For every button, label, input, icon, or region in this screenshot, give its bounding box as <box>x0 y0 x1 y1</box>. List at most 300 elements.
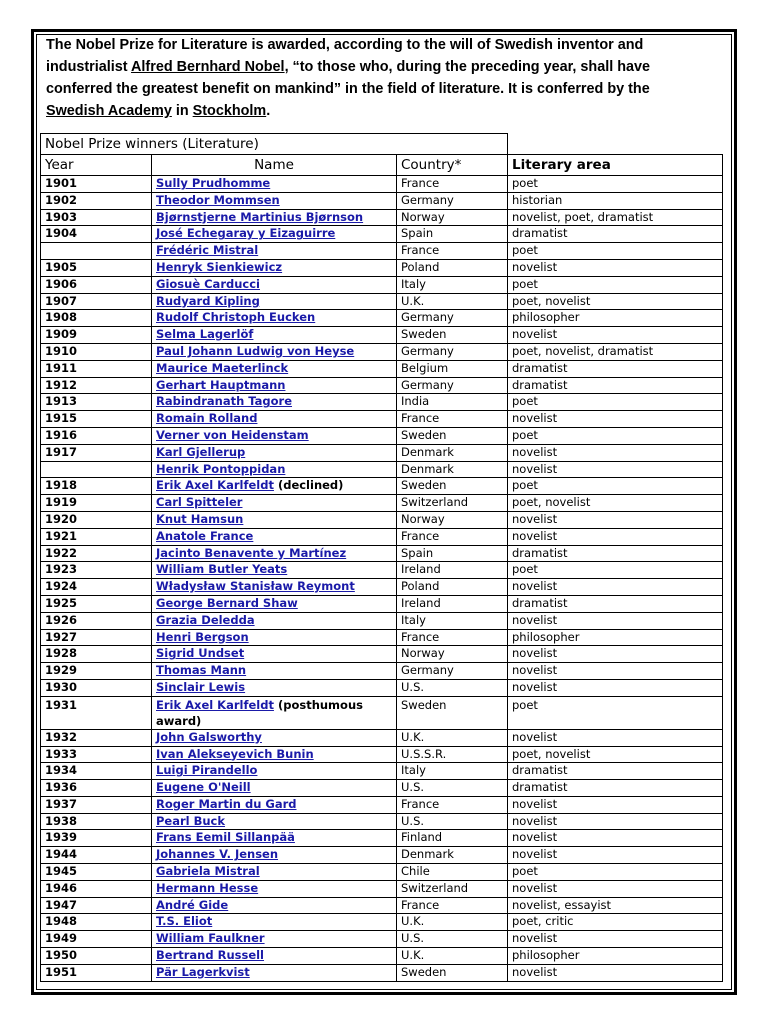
cell-year: 1909 <box>41 327 152 344</box>
cell-year: 1936 <box>41 780 152 797</box>
laureate-link[interactable]: Thomas Mann <box>156 663 247 678</box>
cell-year: 1929 <box>41 663 152 680</box>
cell-name <box>152 461 397 478</box>
cell-literary-area: philosopher <box>508 948 723 965</box>
laureate-link[interactable]: Rudolf Christoph Eucken <box>156 310 316 325</box>
cell-name <box>152 226 397 243</box>
table-row <box>41 646 723 663</box>
table-row <box>41 880 723 897</box>
cell-year: 1921 <box>41 528 152 545</box>
laureate-link[interactable]: Henrik Pontoppidan <box>156 461 286 476</box>
cell-name <box>152 360 397 377</box>
cell-year: 1908 <box>41 310 152 327</box>
table-row <box>41 528 723 545</box>
cell-country: Italy <box>397 276 508 293</box>
header-name: Name <box>152 155 397 176</box>
table-row <box>41 327 723 344</box>
cell-year: 1924 <box>41 579 152 596</box>
cell-country: Germany <box>397 663 508 680</box>
laureate-link[interactable]: Henryk Sienkiewicz <box>156 259 283 274</box>
cell-literary-area: dramatist <box>508 226 723 243</box>
cell-literary-area: novelist <box>508 729 723 746</box>
cell-name <box>152 696 397 729</box>
cell-name <box>152 243 397 260</box>
cell-year: 1920 <box>41 511 152 528</box>
cell-name <box>152 746 397 763</box>
cell-literary-area: historian <box>508 192 723 209</box>
table-row <box>41 377 723 394</box>
cell-country: Norway <box>397 511 508 528</box>
award-note: (declined) <box>273 478 344 493</box>
cell-name <box>152 780 397 797</box>
cell-year: 1948 <box>41 914 152 931</box>
cell-year: 1945 <box>41 864 152 881</box>
cell-country: Germany <box>397 310 508 327</box>
laureate-link[interactable]: Roger Martin du Gard <box>156 796 297 811</box>
laureate-link[interactable]: Henri Bergson <box>156 629 249 644</box>
cell-literary-area: novelist, essayist <box>508 897 723 914</box>
cell-year: 1901 <box>41 176 152 193</box>
cell-year: 1938 <box>41 813 152 830</box>
cell-country: U.S. <box>397 931 508 948</box>
cell-year: 1923 <box>41 562 152 579</box>
header-year: Year <box>41 155 152 176</box>
table-row <box>41 176 723 193</box>
link-stockholm[interactable]: Stockholm <box>192 103 267 119</box>
cell-country: Chile <box>397 864 508 881</box>
table-row <box>41 243 723 260</box>
table-row <box>41 394 723 411</box>
cell-literary-area: novelist <box>508 579 723 596</box>
laureate-link[interactable]: Gerhart Hauptmann <box>156 377 286 392</box>
cell-literary-area: poet, novelist, dramatist <box>508 343 723 360</box>
table-row <box>41 948 723 965</box>
table-caption: Nobel Prize winners (Literature) <box>41 134 508 155</box>
cell-name <box>152 310 397 327</box>
cell-literary-area: dramatist <box>508 763 723 780</box>
cell-literary-area: novelist <box>508 830 723 847</box>
laureate-link[interactable]: Sully Prudhomme <box>156 176 271 190</box>
laureate-link[interactable]: Grazia Deledda <box>156 612 255 627</box>
table-row <box>41 830 723 847</box>
table-row <box>41 864 723 881</box>
cell-country: Sweden <box>397 696 508 729</box>
cell-year: 1934 <box>41 763 152 780</box>
table-row <box>41 461 723 478</box>
cell-literary-area: dramatist <box>508 360 723 377</box>
cell-name <box>152 595 397 612</box>
table-row <box>41 796 723 813</box>
cell-name <box>152 880 397 897</box>
header-literary-area: Literary area <box>508 155 723 176</box>
cell-name <box>152 444 397 461</box>
cell-year <box>41 243 152 260</box>
laureate-link[interactable]: William Faulkner <box>156 931 265 946</box>
cell-year: 1905 <box>41 259 152 276</box>
cell-year: 1917 <box>41 444 152 461</box>
cell-name <box>152 864 397 881</box>
cell-literary-area: novelist <box>508 528 723 545</box>
cell-literary-area: novelist <box>508 813 723 830</box>
cell-literary-area: dramatist <box>508 545 723 562</box>
cell-name <box>152 562 397 579</box>
award-note: (posthumous award) <box>156 697 363 728</box>
cell-literary-area: poet, critic <box>508 914 723 931</box>
cell-country: U.S. <box>397 679 508 696</box>
cell-year: 1947 <box>41 897 152 914</box>
laureate-link[interactable]: Bertrand Russell <box>156 948 265 963</box>
laureate-link[interactable]: Knut Hamsun <box>156 511 244 526</box>
cell-literary-area: novelist <box>508 511 723 528</box>
laureate-link[interactable]: Sinclair Lewis <box>156 679 246 694</box>
header-country: Country* <box>397 155 508 176</box>
cell-name <box>152 209 397 226</box>
cell-literary-area: novelist <box>508 327 723 344</box>
cell-year: 1913 <box>41 394 152 411</box>
cell-year: 1922 <box>41 545 152 562</box>
laureate-link[interactable]: William Butler Yeats <box>156 562 288 577</box>
table-row <box>41 444 723 461</box>
cell-literary-area: poet <box>508 478 723 495</box>
table-row <box>41 780 723 797</box>
table-row <box>41 545 723 562</box>
cell-year: 1944 <box>41 847 152 864</box>
intro-text: The Nobel Prize for Literature is awarded, according to the will of Swedish inventor and industrialist <box>46 37 644 75</box>
table-row <box>41 595 723 612</box>
cell-name <box>152 579 397 596</box>
cell-country: France <box>397 796 508 813</box>
cell-year: 1906 <box>41 276 152 293</box>
cell-name <box>152 293 397 310</box>
cell-literary-area: poet, novelist <box>508 293 723 310</box>
cell-year: 1926 <box>41 612 152 629</box>
cell-year: 1930 <box>41 679 152 696</box>
laureate-link[interactable]: Pär Lagerkvist <box>156 964 250 979</box>
cell-literary-area: dramatist <box>508 595 723 612</box>
cell-country: Germany <box>397 343 508 360</box>
cell-literary-area: poet <box>508 243 723 260</box>
table-row <box>41 209 723 226</box>
cell-country: Sweden <box>397 427 508 444</box>
cell-literary-area: poet <box>508 394 723 411</box>
cell-name <box>152 377 397 394</box>
table-row <box>41 663 723 680</box>
cell-name <box>152 394 397 411</box>
cell-name <box>152 679 397 696</box>
cell-year: 1902 <box>41 192 152 209</box>
cell-name <box>152 948 397 965</box>
cell-name <box>152 813 397 830</box>
cell-name <box>152 763 397 780</box>
cell-country: Denmark <box>397 847 508 864</box>
cell-literary-area: novelist <box>508 663 723 680</box>
laureate-link[interactable]: Giosuè Carducci <box>156 276 260 291</box>
cell-country: Sweden <box>397 964 508 981</box>
cell-country: Germany <box>397 377 508 394</box>
cell-country: Poland <box>397 259 508 276</box>
cell-literary-area: philosopher <box>508 310 723 327</box>
link-alfred-nobel[interactable]: Alfred Bernhard Nobel <box>131 59 285 75</box>
laureate-link[interactable]: Bjørnstjerne Martinius Bjørnson <box>156 209 364 224</box>
intro-text: , “to those who, during the preceding year, shall have conferred the greatest benefit on mankind” in the field of literature. It is conferred by the <box>46 59 650 97</box>
cell-literary-area: poet <box>508 696 723 729</box>
cell-year <box>41 461 152 478</box>
cell-year: 1928 <box>41 646 152 663</box>
cell-year: 1932 <box>41 729 152 746</box>
table-header-row <box>41 155 723 176</box>
cell-name <box>152 259 397 276</box>
cell-name <box>152 612 397 629</box>
cell-year: 1931 <box>41 696 152 729</box>
cell-name <box>152 931 397 948</box>
laureate-link[interactable]: Verner von Heidenstam <box>156 427 309 442</box>
winners-table <box>40 133 723 982</box>
cell-year: 1910 <box>41 343 152 360</box>
cell-name <box>152 663 397 680</box>
link-swedish-academy[interactable]: Swedish Academy <box>46 103 172 119</box>
laureate-link[interactable]: Gabriela Mistral <box>156 864 260 879</box>
cell-country: Switzerland <box>397 880 508 897</box>
cell-name <box>152 327 397 344</box>
cell-literary-area: novelist <box>508 847 723 864</box>
cell-name <box>152 796 397 813</box>
cell-literary-area: novelist <box>508 964 723 981</box>
cell-country: Finland <box>397 830 508 847</box>
cell-year: 1933 <box>41 746 152 763</box>
caption-spacer <box>508 134 723 155</box>
cell-year: 1915 <box>41 411 152 428</box>
cell-country: Sweden <box>397 478 508 495</box>
table-row <box>41 897 723 914</box>
laureate-link[interactable]: Selma Lagerlöf <box>156 327 254 342</box>
cell-year: 1918 <box>41 478 152 495</box>
cell-year: 1912 <box>41 377 152 394</box>
laureate-link[interactable]: Theodor Mommsen <box>156 192 280 207</box>
laureate-link[interactable]: Luigi Pirandello <box>156 763 258 778</box>
laureate-link[interactable]: George Bernard Shaw <box>156 595 298 610</box>
cell-country: U.S. <box>397 780 508 797</box>
table-row <box>41 310 723 327</box>
laureate-link[interactable]: Ivan Alekseyevich Bunin <box>156 746 314 761</box>
cell-year: 1927 <box>41 629 152 646</box>
cell-country: France <box>397 528 508 545</box>
cell-country: Norway <box>397 209 508 226</box>
cell-year: 1939 <box>41 830 152 847</box>
cell-name <box>152 192 397 209</box>
table-row <box>41 259 723 276</box>
laureate-link[interactable]: Rabindranath Tagore <box>156 394 293 409</box>
cell-name <box>152 411 397 428</box>
cell-country: France <box>397 243 508 260</box>
cell-name <box>152 729 397 746</box>
cell-country: Spain <box>397 226 508 243</box>
cell-name <box>152 914 397 931</box>
cell-country: Poland <box>397 579 508 596</box>
cell-literary-area: novelist, poet, dramatist <box>508 209 723 226</box>
cell-country: Spain <box>397 545 508 562</box>
cell-year: 1950 <box>41 948 152 965</box>
laureate-link[interactable]: José Echegaray y Eizaguirre <box>156 226 336 241</box>
cell-literary-area: novelist <box>508 931 723 948</box>
table-row <box>41 562 723 579</box>
cell-literary-area: novelist <box>508 259 723 276</box>
cell-country: Ireland <box>397 595 508 612</box>
table-row <box>41 931 723 948</box>
cell-year: 1937 <box>41 796 152 813</box>
cell-name <box>152 629 397 646</box>
cell-literary-area: novelist <box>508 646 723 663</box>
table-caption-row <box>41 134 723 155</box>
intro-text: in <box>171 103 193 119</box>
cell-name <box>152 511 397 528</box>
table-row <box>41 813 723 830</box>
cell-country: Sweden <box>397 327 508 344</box>
cell-year: 1904 <box>41 226 152 243</box>
table-row <box>41 360 723 377</box>
cell-year: 1907 <box>41 293 152 310</box>
table-row <box>41 276 723 293</box>
laureate-link[interactable]: Paul Johann Ludwig von Heyse <box>156 343 355 358</box>
cell-country: Switzerland <box>397 495 508 512</box>
table-row <box>41 511 723 528</box>
cell-year: 1946 <box>41 880 152 897</box>
cell-literary-area: poet, novelist <box>508 746 723 763</box>
cell-name <box>152 528 397 545</box>
table-row <box>41 729 723 746</box>
laureate-link[interactable]: Karl Gjellerup <box>156 444 246 459</box>
table-row <box>41 763 723 780</box>
laureate-link[interactable]: Hermann Hesse <box>156 880 259 895</box>
cell-name <box>152 897 397 914</box>
laureate-link[interactable]: Carl Spitteler <box>156 495 243 510</box>
cell-country: Ireland <box>397 562 508 579</box>
table-row <box>41 964 723 981</box>
table-row <box>41 495 723 512</box>
table-row <box>41 612 723 629</box>
table-row <box>41 427 723 444</box>
cell-country: Germany <box>397 192 508 209</box>
cell-literary-area: poet <box>508 176 723 193</box>
table-row <box>41 343 723 360</box>
cell-literary-area: novelist <box>508 411 723 428</box>
cell-country: France <box>397 629 508 646</box>
cell-name <box>152 495 397 512</box>
laureate-link[interactable]: Anatole France <box>156 528 254 543</box>
cell-year: 1949 <box>41 931 152 948</box>
table-row <box>41 679 723 696</box>
laureate-link[interactable]: André Gide <box>156 897 229 912</box>
laureate-link[interactable]: Erik Axel Karlfeldt <box>156 478 274 493</box>
cell-literary-area: philosopher <box>508 629 723 646</box>
laureate-link[interactable]: Władysław Stanisław Reymont <box>156 579 355 594</box>
cell-name <box>152 478 397 495</box>
laureate-link[interactable]: John Galsworthy <box>156 729 262 744</box>
laureate-link[interactable]: Pearl Buck <box>156 813 226 828</box>
laureate-link[interactable]: Sigrid Undset <box>156 646 245 661</box>
cell-name <box>152 343 397 360</box>
cell-literary-area: novelist <box>508 796 723 813</box>
cell-name <box>152 276 397 293</box>
table-row <box>41 411 723 428</box>
cell-name <box>152 427 397 444</box>
laureate-link[interactable]: Erik Axel Karlfeldt <box>156 697 274 712</box>
cell-year: 1925 <box>41 595 152 612</box>
intro-paragraph <box>46 34 706 122</box>
cell-country: U.K. <box>397 293 508 310</box>
cell-literary-area: dramatist <box>508 377 723 394</box>
cell-literary-area: novelist <box>508 612 723 629</box>
laureate-link[interactable]: Frans Eemil Sillanpää <box>156 830 295 845</box>
cell-literary-area: poet <box>508 864 723 881</box>
cell-name <box>152 545 397 562</box>
table-row <box>41 478 723 495</box>
laureate-link[interactable]: Maurice Maeterlinck <box>156 360 289 375</box>
laureate-link[interactable]: Romain Rolland <box>156 411 258 426</box>
laureate-link[interactable]: Jacinto Benavente y Martínez <box>156 545 347 560</box>
table-row <box>41 629 723 646</box>
table-row <box>41 914 723 931</box>
cell-literary-area: poet <box>508 276 723 293</box>
table-row <box>41 579 723 596</box>
table-row <box>41 847 723 864</box>
laureate-link[interactable]: T.S. Eliot <box>156 914 213 929</box>
cell-country: France <box>397 176 508 193</box>
cell-literary-area: novelist <box>508 461 723 478</box>
cell-country: Denmark <box>397 461 508 478</box>
cell-country: Italy <box>397 763 508 780</box>
cell-year: 1919 <box>41 495 152 512</box>
intro-text: . <box>266 103 271 119</box>
cell-country: Italy <box>397 612 508 629</box>
cell-name <box>152 847 397 864</box>
laureate-link[interactable]: Eugene O'Neill <box>156 780 251 795</box>
cell-year: 1916 <box>41 427 152 444</box>
cell-literary-area: novelist <box>508 444 723 461</box>
cell-country: France <box>397 411 508 428</box>
table-row <box>41 746 723 763</box>
cell-country: U.S. <box>397 813 508 830</box>
table-row <box>41 192 723 209</box>
cell-literary-area: poet, novelist <box>508 495 723 512</box>
cell-country: Denmark <box>397 444 508 461</box>
cell-year: 1951 <box>41 964 152 981</box>
cell-country: U.S.S.R. <box>397 746 508 763</box>
cell-literary-area: novelist <box>508 880 723 897</box>
cell-country: India <box>397 394 508 411</box>
cell-name <box>152 176 397 193</box>
table-row <box>41 226 723 243</box>
cell-literary-area: poet <box>508 562 723 579</box>
cell-literary-area: poet <box>508 427 723 444</box>
laureate-link[interactable]: Frédéric Mistral <box>156 243 259 258</box>
cell-literary-area: dramatist <box>508 780 723 797</box>
table-row <box>41 696 723 729</box>
cell-country: U.K. <box>397 914 508 931</box>
laureate-link[interactable]: Johannes V. Jensen <box>156 847 279 862</box>
cell-name <box>152 646 397 663</box>
laureate-link[interactable]: Rudyard Kipling <box>156 293 260 308</box>
cell-year: 1911 <box>41 360 152 377</box>
cell-country: Norway <box>397 646 508 663</box>
cell-year: 1903 <box>41 209 152 226</box>
cell-name <box>152 964 397 981</box>
cell-country: U.K. <box>397 729 508 746</box>
cell-name <box>152 830 397 847</box>
cell-country: U.K. <box>397 948 508 965</box>
cell-country: France <box>397 897 508 914</box>
cell-literary-area: novelist <box>508 679 723 696</box>
table-row <box>41 293 723 310</box>
